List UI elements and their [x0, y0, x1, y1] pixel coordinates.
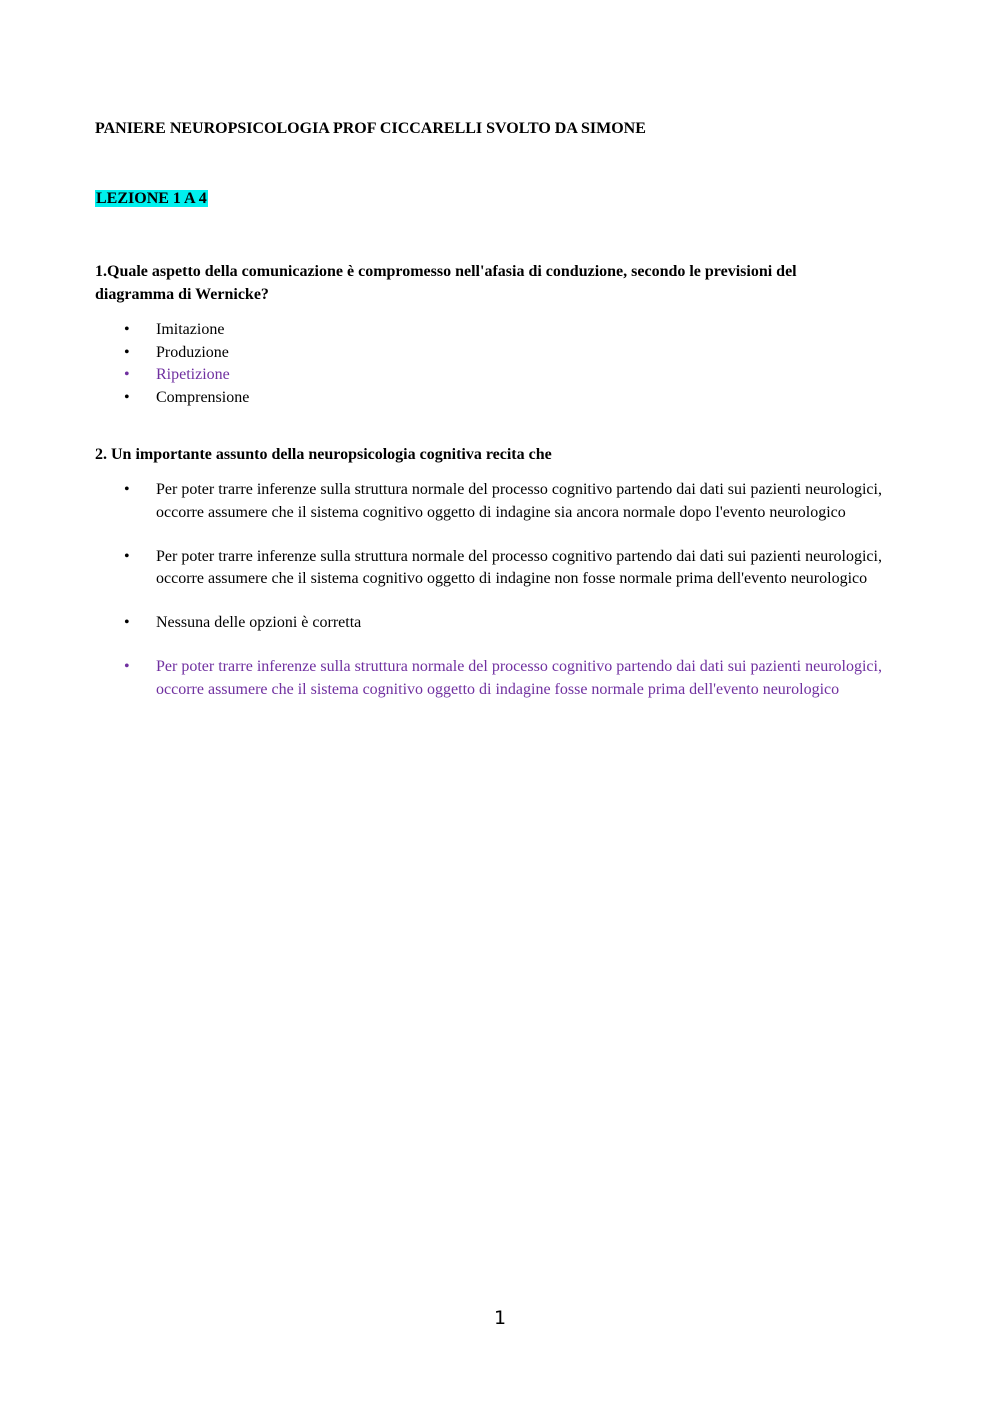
correct-answer-option [0, 364, 916, 387]
document-title: PANIERE NEUROPSICOLOGIA PROF CICCARELLI SVOLTO DA SIMONE [95, 120, 646, 137]
correct-answer-option [0, 656, 916, 701]
question-2: 2. Un importante assunto della neuropsicologia cognitiva recita che [95, 446, 552, 463]
question-1: 1.Quale aspetto della comunicazione è compromesso nell'afasia di conduzione, secondo le previsioni del diagramma di Wernicke? [95, 263, 797, 303]
answer-option-text: Imitazione [156, 321, 225, 338]
bullet-icon: • [124, 614, 130, 631]
question-1-options [0, 319, 916, 409]
bullet-icon: • [124, 658, 130, 675]
bullet-icon: • [124, 366, 130, 383]
bullet-icon: • [124, 547, 130, 565]
section-label [95, 190, 208, 208]
bullet-icon: • [124, 321, 130, 338]
page-number: 1 [493, 1307, 507, 1329]
answer-option [0, 342, 916, 365]
answer-option-text: Produzione [156, 343, 229, 361]
answer-option-text: Ripetizione [156, 366, 230, 383]
answer-option [0, 612, 916, 635]
answer-option-text: Per poter trarre inferenze sulla struttura normale del processo cognitivo partendo dai dati sui pazienti neurologici, occorre assumere che il sistema cognitivo oggetto di indagine fosse normale prima dell'evento neurologico [156, 658, 882, 698]
bullet-icon: • [124, 481, 130, 498]
answer-option-text: Per poter trarre inferenze sulla struttura normale del processo cognitivo partendo dai dati sui pazienti neurologici, occorre assumere che il sistema cognitivo oggetto di indagine sia ancora normale dopo l'evento neurologico [156, 481, 882, 521]
answer-option [0, 319, 916, 342]
bullet-icon: • [124, 388, 130, 406]
answer-option [0, 479, 916, 524]
answer-option-text: Per poter trarre inferenze sulla struttura normale del processo cognitivo partendo dai dati sui pazienti neurologici, occorre assumere che il sistema cognitivo oggetto di indagine non fosse normale prima dell'evento neurologico [156, 547, 882, 587]
answer-option [0, 387, 916, 410]
question-2-options [0, 479, 916, 723]
answer-option-text: Comprensione [156, 388, 250, 406]
answer-option-text: Nessuna delle opzioni è corretta [156, 614, 362, 631]
bullet-icon: • [124, 343, 130, 361]
answer-option [0, 546, 916, 591]
section-label-text: LEZIONE 1 A 4 [96, 190, 207, 207]
